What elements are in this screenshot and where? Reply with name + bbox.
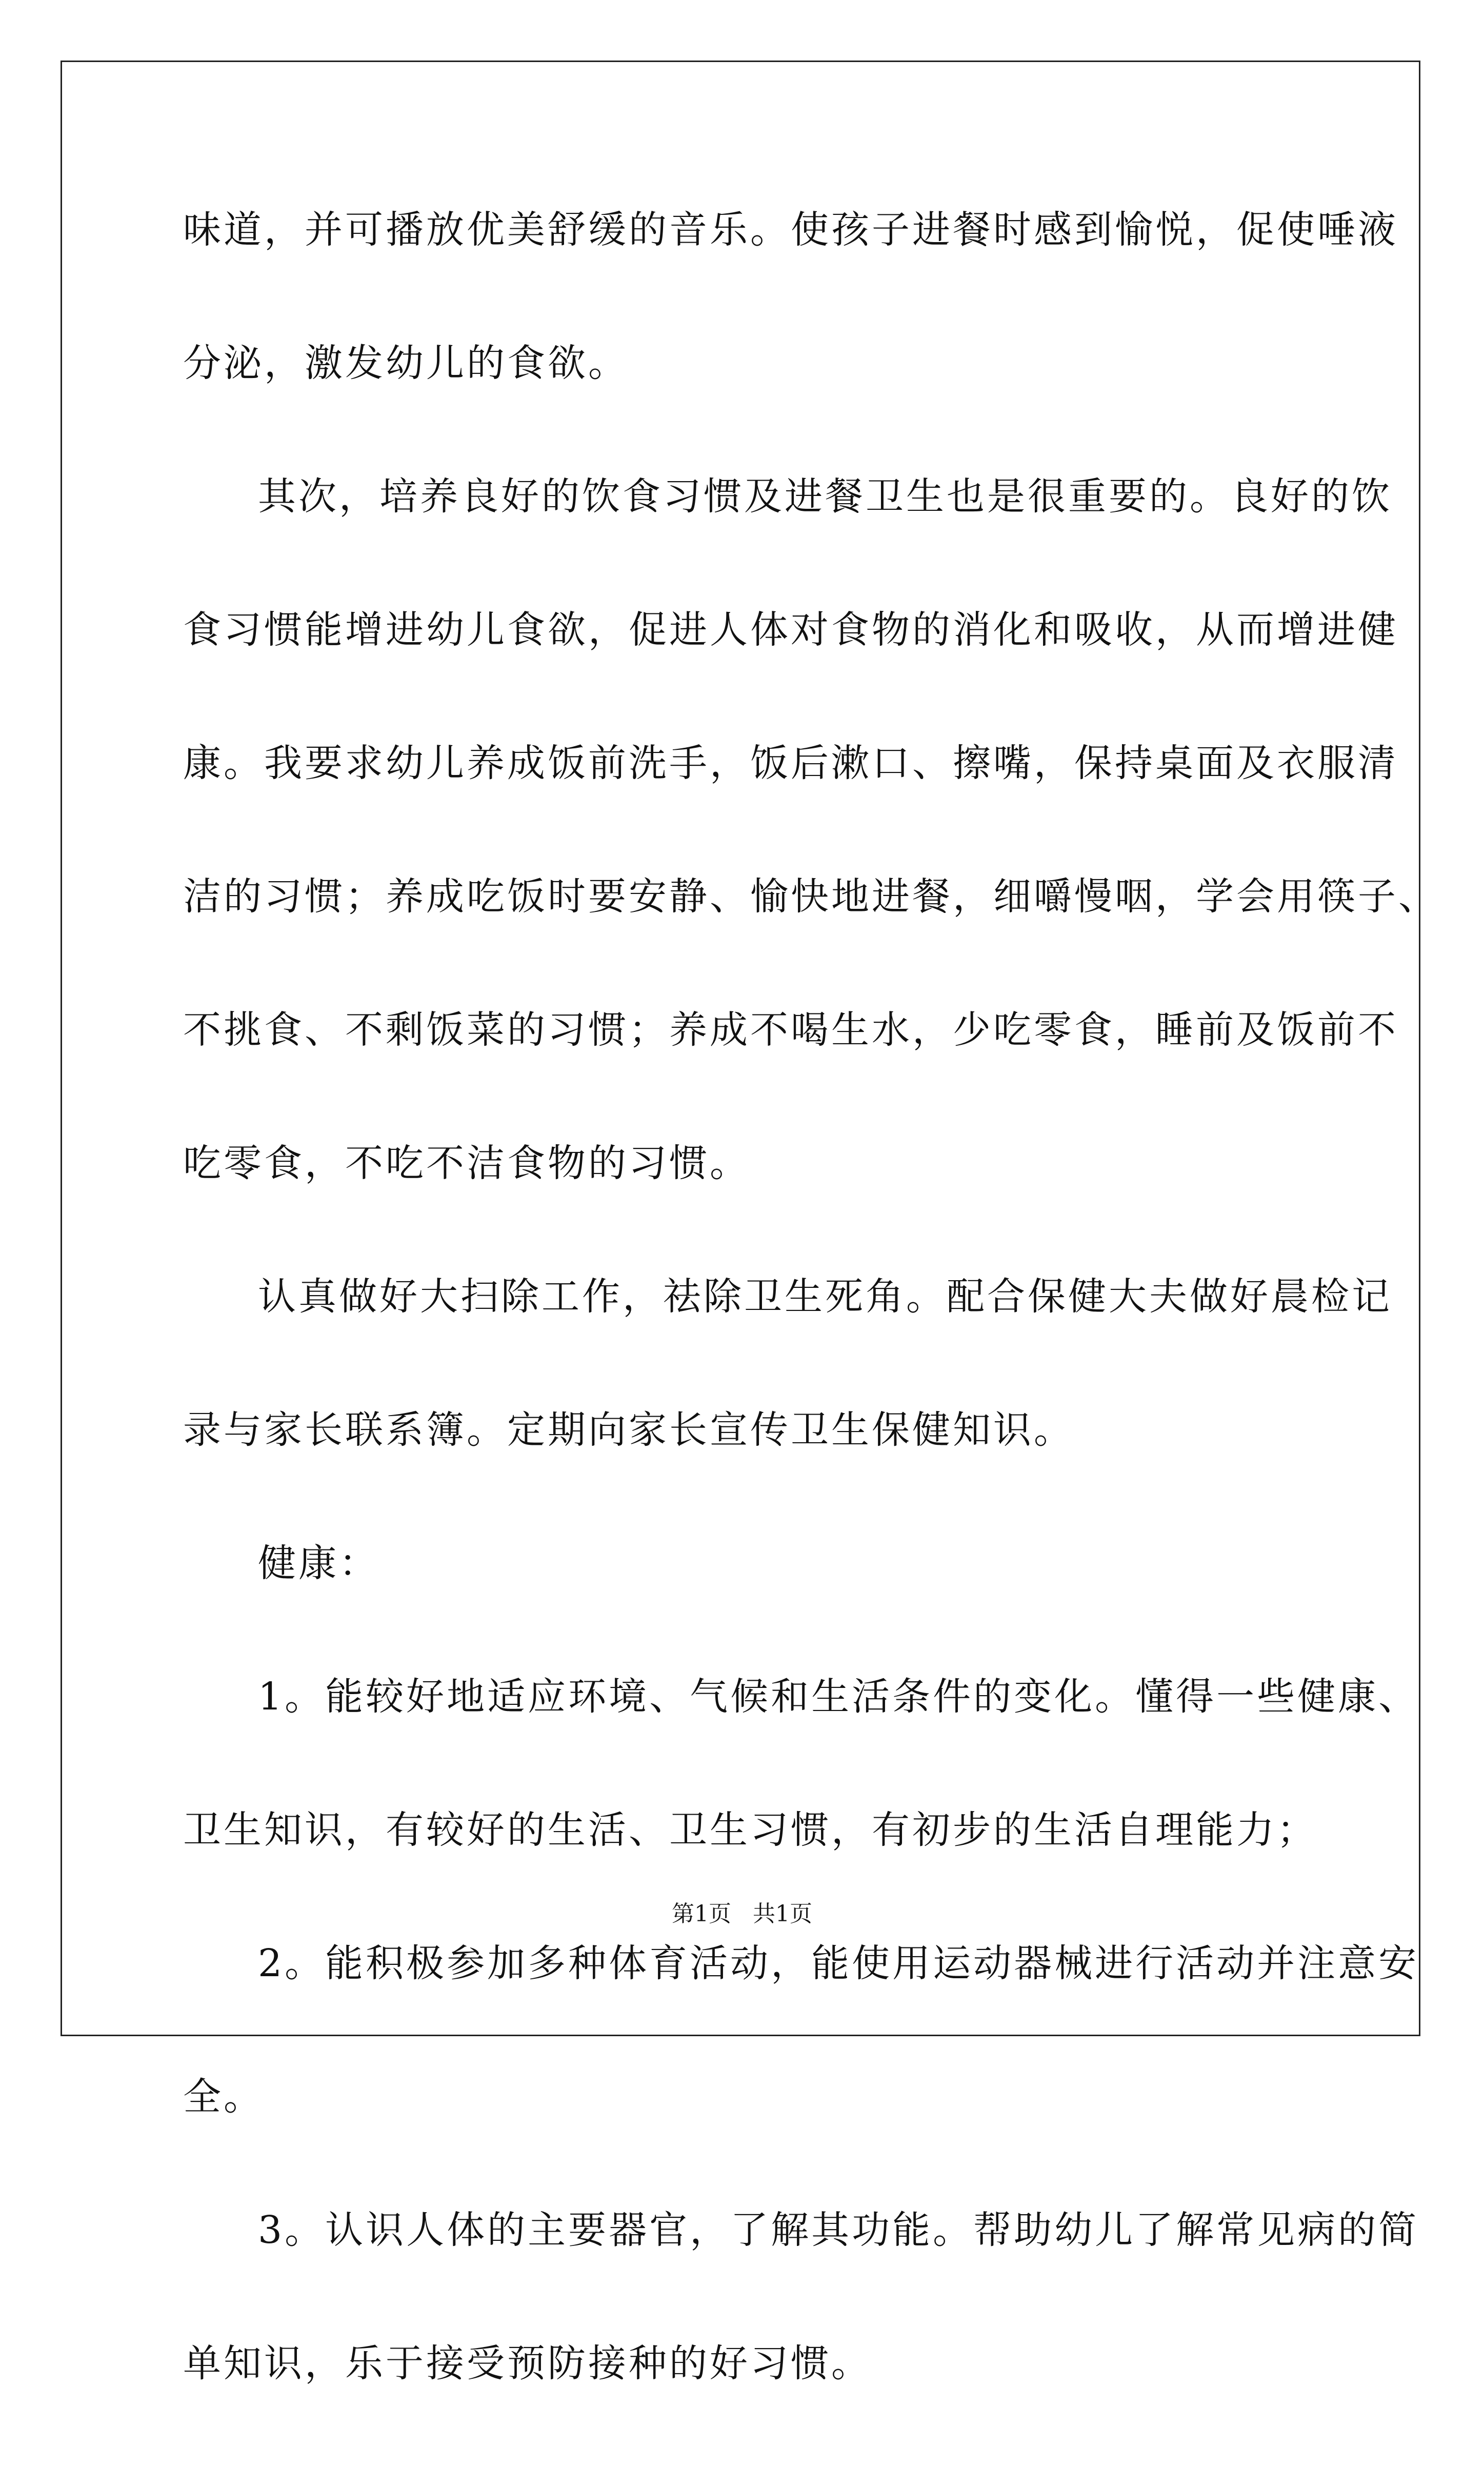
text-line: 食习惯能增进幼儿食欲，促进人体对食物的消化和吸收，从而增进健 <box>183 608 1398 652</box>
text-line: 分泌，激发幼儿的食欲。 <box>183 341 629 385</box>
page-footer: 第1页 共1页 <box>672 1901 812 1927</box>
text-line: 卫生知识，有较好的生活、卫生习惯，有初步的生活自理能力； <box>183 1808 1317 1852</box>
text-line: 洁的习惯；养成吃饭时要安静、愉快地进餐，细嚼慢咽，学会用筷子、 <box>183 874 1439 919</box>
text-line: 全。 <box>183 2075 264 2119</box>
text-line: 康。我要求幼儿养成饭前洗手，饭后漱口、擦嘴，保持桌面及衣服清 <box>183 741 1398 785</box>
paragraph-start: 其次，培养良好的饮食习惯及进餐卫生也是很重要的。良好的饮 <box>258 474 1392 519</box>
document-body <box>183 199 1439 2466</box>
list-item-2: 2。能积极参加多种体育活动，能使用运动器械进行活动并注意安 <box>258 1941 1419 1985</box>
list-item-1: 1。能较好地适应环境、气候和生活条件的变化。懂得一些健康、 <box>258 1675 1419 1719</box>
text-line: 单知识，乐于接受预防接种的好习惯。 <box>183 2341 872 2385</box>
paragraph-start: 认真做好大扫除工作，祛除卫生死角。配合保健大夫做好晨检记 <box>258 1275 1392 1319</box>
text-line: 录与家长联系簿。定期向家长宣传卫生保健知识。 <box>183 1408 1074 1452</box>
section-heading: 健康： <box>258 1541 379 1585</box>
text-line: 味道，并可播放优美舒缓的音乐。使孩子进餐时感到愉悦，促使唾液 <box>183 208 1398 252</box>
text-line: 吃零食，不吃不洁食物的习惯。 <box>183 1141 750 1185</box>
text-line: 不挑食、不剩饭菜的习惯；养成不喝生水，少吃零食，睡前及饭前不 <box>183 1008 1398 1052</box>
list-item-3: 3。认识人体的主要器官，了解其功能。帮助幼儿了解常见病的简 <box>258 2208 1419 2252</box>
